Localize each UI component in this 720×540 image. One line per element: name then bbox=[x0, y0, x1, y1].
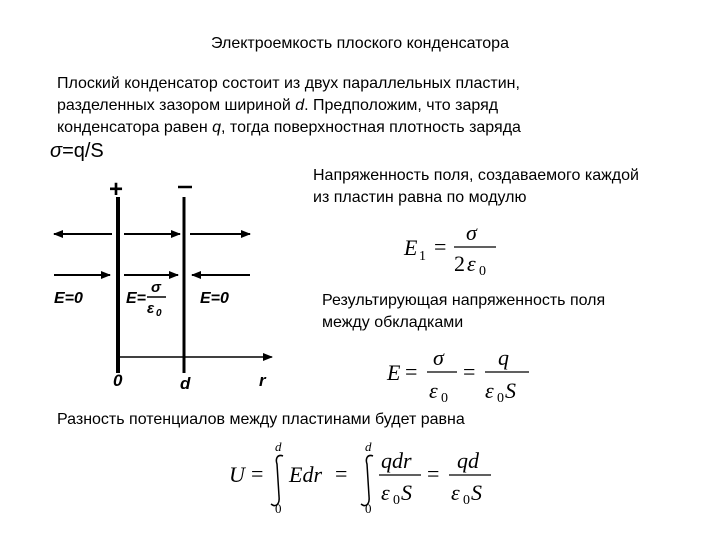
integral-sign-2 bbox=[361, 455, 373, 505]
svg-text:d: d bbox=[365, 439, 372, 454]
intro-line-2: разделенных зазором шириной d. Предположим, что заряд bbox=[57, 97, 499, 114]
svg-text:σ: σ bbox=[466, 220, 477, 245]
e-mid-denominator: ε bbox=[147, 300, 155, 317]
svg-text:ε: ε bbox=[429, 378, 438, 403]
svg-text:qd: qd bbox=[457, 448, 479, 473]
formula-e1 bbox=[400, 215, 510, 279]
svg-text:S: S bbox=[471, 480, 482, 505]
axis-zero-label: 0 bbox=[113, 371, 123, 390]
svg-text:=: = bbox=[463, 359, 476, 384]
svg-text:Edr: Edr bbox=[289, 462, 322, 487]
minus-sign-label: − bbox=[40, 175, 41, 176]
svg-text:0: 0 bbox=[479, 264, 486, 279]
potential-difference-text: Разность потенциалов между пластинами будет равна bbox=[57, 411, 465, 428]
svg-text:=: = bbox=[405, 359, 418, 384]
svg-text:=: = bbox=[251, 461, 264, 486]
svg-text:q: q bbox=[498, 345, 509, 370]
intro-line-3: конденсатора равен q, тогда поверхностная плотность заряда bbox=[57, 119, 521, 136]
svg-text:S: S bbox=[505, 378, 516, 403]
svg-text:ε: ε bbox=[485, 378, 494, 403]
e-mid-denominator-sub: 0 bbox=[156, 308, 162, 319]
svg-text:=: = bbox=[427, 461, 440, 486]
svg-text:2: 2 bbox=[454, 251, 465, 276]
axis-r-label: r bbox=[259, 371, 266, 390]
e-left-label: E=0 bbox=[54, 290, 83, 307]
intro-paragraph bbox=[57, 73, 617, 139]
page-title: Электроемкость плоского конденсатора bbox=[211, 35, 509, 52]
svg-text:0: 0 bbox=[497, 391, 504, 406]
svg-text:U: U bbox=[229, 462, 245, 487]
svg-text:E: E bbox=[387, 360, 401, 385]
svg-text:d: d bbox=[275, 439, 282, 454]
e-mid-prefix: E= bbox=[126, 290, 147, 307]
svg-text:=: = bbox=[434, 234, 447, 259]
intro-line-1: Плоский конденсатор состоит из двух параллельных пластин, bbox=[57, 75, 520, 92]
svg-text:1: 1 bbox=[419, 249, 426, 264]
svg-text:ε: ε bbox=[467, 251, 476, 276]
svg-text:0: 0 bbox=[275, 501, 282, 514]
resulting-field-text: Результирующая напряженность поля между обкладками bbox=[322, 292, 606, 331]
svg-text:E: E bbox=[404, 235, 418, 260]
plus-sign: + bbox=[109, 176, 124, 203]
sigma-formula: σ=q/S bbox=[50, 140, 104, 162]
svg-text:0: 0 bbox=[463, 493, 470, 508]
formula-u bbox=[225, 438, 515, 514]
svg-text:0: 0 bbox=[365, 501, 372, 514]
field-strength-text: Напряженность поля, создаваемого каждой из пластин равна по модулю bbox=[313, 167, 639, 206]
svg-text:ε: ε bbox=[451, 480, 460, 505]
e-mid-numerator: σ bbox=[151, 279, 161, 296]
formula-e bbox=[383, 340, 543, 410]
axis-d-label: d bbox=[180, 374, 191, 393]
svg-text:S: S bbox=[401, 480, 412, 505]
e-right-label: E=0 bbox=[200, 290, 229, 307]
svg-text:qdr: qdr bbox=[381, 448, 412, 473]
svg-text:0: 0 bbox=[441, 391, 448, 406]
svg-text:=: = bbox=[335, 461, 348, 486]
integral-sign-1 bbox=[271, 455, 283, 505]
capacitor-diagram bbox=[40, 175, 290, 395]
svg-text:σ: σ bbox=[433, 345, 444, 370]
svg-text:0: 0 bbox=[393, 493, 400, 508]
svg-text:ε: ε bbox=[381, 480, 390, 505]
